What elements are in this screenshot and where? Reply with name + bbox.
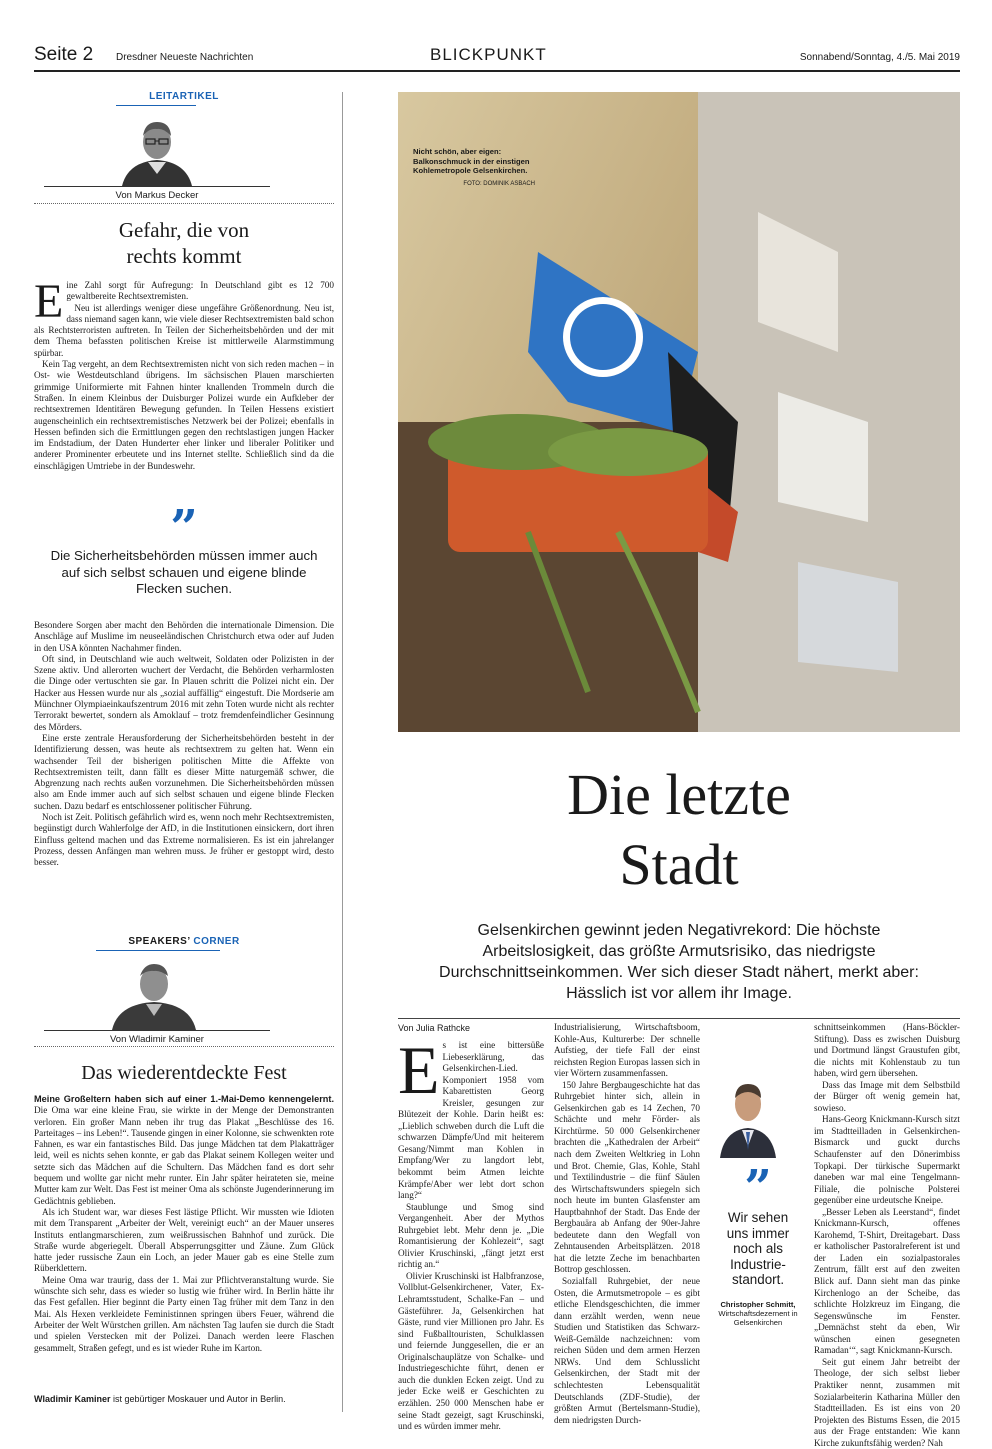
dotted-rule	[34, 1046, 334, 1047]
main-deck: Gelsenkirchen gewinnt jeden Negativrekord: Die höchste Arbeitslosigkeit, das größte Armutsrisiko, das niedrigste Durchschnittseinkommen. Wer sich dieser Stadt nähert, merkt aber: Hässlich ist vor allem ihr Image.	[439, 922, 919, 1002]
christopher-schmitt-portrait	[718, 1072, 778, 1158]
leitartikel-byline: Von Markus Decker	[44, 186, 270, 201]
leitartikel-pullquote: Die Sicherheitsbehörden müssen immer auch auf sich selbst schauen und eigene blinde Flecken suchen.	[50, 548, 318, 596]
leitartikel-body: E ine Zahl sorgt für Aufregung: In Deutschland gibt es 12 700 gewaltbereite Rechtsextremisten. Neu ist allerdings weniger diese ungefähre Größenordnung. Neu ist, dass niemand sagen kann, wie viele dieser Rechtsextremisten bald schon als Rechtsterroristen auftreten. In Teilen der Sicherheitsbehörden und der mit dem Thema befassten politischen Kreise ist mittlerweile Alarmstimmung spürbar. Kein Tag vergeht, an dem Rechtsextremisten nicht von sich reden machen – in Ost- wie Westdeutschland übrigens. Im sächsischen Plauen marschierten grimmige Uniformierte mit Fahnen hinter knallenden Trommeln durch die Straßen. In einem Kleinbus der Duisburger Polizei wurde ein Aufkleber der rechtsextremen Identitären Bewegung gefunden. In Teilen Hessens existiert augenscheinlich ein rechtsextremistisches Netzwerk bei der Polizei; ebenfalls in Hessen befinden sich die Ermittlungen gegen den rechtslastigen jungen Hacker im Endstadium, der Daten Hunderter eher linker und liberaler Politiker und anderer Prominenter erbeutete und ins Internet stellte. Schließlich sind da die einschlägigen Umtriebe in der Bundeswehr.	[34, 275, 334, 471]
dotted-rule	[34, 203, 334, 204]
kicker-underline	[96, 950, 220, 951]
section-title: BLICKPUNKT	[430, 45, 547, 64]
main-byline: Von Julia Rathcke	[398, 1023, 471, 1033]
main-column-3: schnittseinkommen (Hans-Böckler-Stiftung). Dass es zwischen Duisburg und Dortmund längst Graustufen gibt, die nichts mit Kohlenstaub zu tun haben, wird gern übersehen. Dass das Image mit dem Selbstbild der Bürger oft wenig gemein hat, sowieso. Hans-Georg Knickmann-Kursch sitzt im Stadtteilladen in Gelsenkirchen-Bismarck und guckt durchs Schaufenster auf den Dönerimbiss Topkapi. Der türkische Supermarkt daneben war mal eine Tengelmann-Filiale, die polnische Polsterei gegenüber eine urdeutsche Kneipe. „Besser Leben als Leerstand“, findet Knickmann-Kursch, offenes Karohemd, T-Shirt, Dreitagebart. Dass er katholischer Pastoralreferent ist und der Laden ein sozialpastorales Zentrum, fällt erst auf den zweiten Blick auf. Dann sieht man das pinke Kirchenlogo an der Scheibe, das schlichte Holzkreuz im Eingang, die Segenswünsche im Fenster. „Demnächst steht da eben, Wir wünschen einen gesegneten Ramadan‘“, sagt Knickmann-Kursch. Seit gut einem Jahr betreibt der Theologe, der sich selbst lieber Praktiker nennt, zusammen mit Sozialarbeiterin Katharina Müller den Stadtteilladen. Es ist eins von 20 Projekten des Bistums Essen, die 2015 aus der Frage entstanden: Wie kann Kirche zukunftsfähig werden? Nah	[814, 1022, 960, 1448]
header-rule	[34, 70, 960, 72]
speakers-byline: Von Wladimir Kaminer	[44, 1030, 270, 1045]
main-column-2: Industrialisierung, Wirtschaftsboom, Kohle-Aus, Kulturerbe: Der schnelle Aufstieg, der tiefe Fall der einst reichsten Region Europas lassen sich in vier Wörtern zusammenfassen. 150 Jahre Bergbaugeschichte hat das Ruhrgebiet hinter sich, allein in Gelsenkirchen gab es 14 Zechen, 70 Schächte und mehr Förder- als Kirchtürme. 50 000 Gelsenkirchener brachten die „Kathedralen der Arbeit“ nach dem Zweiten Weltkrieg in Lohn und Brot. Chemie, Glas, Kohle, Stahl und Textilindustrie – die fünf Säulen des Wirtschaftswunders spiegeln sich noch heute im bunten Glasfenster am Hauptbahnhof der Stadt. Das Ende der Bergbauära ab Anfang der 90er-Jahre bedeutete dann den Wegfall von Zehntausenden Arbeitsplätzen. 2018 hat die letzte Zeche im benachbarten Bottrop geschlossen. Sozialfall Ruhrgebiet, der neue Osten, die Armutsmetropole – es gibt etliche Elendsgeschichten, die immer dann erzählt werden, wenn neue Studien und Statistiken das Schwarz-Weiß-Gemälde nachzeichnen: vom reichen Süden und dem armen Herzen NRWs. Und dem Schlusslicht Gelsenkirchen, der Stadt mit der schlechtesten Lebensqualität Deutschlands (ZDF-Studie), der größten Armut (Bertelsmann-Studie), dem niedrigsten Durch-	[554, 1022, 700, 1425]
page-number: Seite 2	[34, 44, 94, 65]
photo-credit: FOTO: DOMINIK ASBACH	[463, 181, 535, 187]
speakers-corner-kicker: SPEAKERS’ CORNER	[128, 936, 240, 947]
balcony-flag-photo	[398, 92, 960, 732]
column-divider	[342, 92, 343, 1412]
main-column-1: E s ist eine bittersüße Liebeserklärung, das Gelsenkirchen-Lied. Komponiert 1958 vom Kabarettisten Georg Kreisler, gesungen zur Blütezeit der Kohle. Darin heißt es: „Lieblich schweben durch die Luft die schwarzen Dämpfe/Und mit heiterem Gesang/Nimmt man Kohlen in Empfang/Wer zu langdort lebt, bekommt beim Atmen leichte Krämpfe/Aber wer lebt dort schon lang?“ Staublunge und Smog sind Vergangenheit. Aber der Mythos Ruhrgebiet lebt. Mehr denn je. „Die Romantisierung der Kohlezeit“, sagt Olivier Kruschinski, „fängt jetzt erst richtig an.“ Olivier Kruschinski ist Halbfranzose, Vollblut-Gelsenkirchener, Vater, Ex-Lehramtsstudent, Schalke-Fan – und Gästeführer. Ja, Gelsenkirchen hat Gäste, rund vier Millionen pro Jahr. Es sind Fußballtouristen, Schulklassen und feiernde Junggesellen, die er an Originalschauplätze von Schalke- und Industriegeschichte führt, denen er auch die dunklen Ecken zeigt. Und zu jeder Ecke weiß er Geschichten zu erzählen. 250 000 Menschen habe er seine Stadt gezeigt, sagt Kruschinski, und es würden immer mehr.	[398, 1032, 544, 1432]
pullquote-attribution: Christopher Schmitt, Wirtschaftsdezernent in Gelsenkirchen	[718, 1300, 798, 1327]
main-headline: Die letzte Stadt	[567, 762, 791, 897]
speakers-headline: Das wiederentdeckte Fest	[81, 1062, 287, 1084]
speakers-body: Meine Großeltern haben sich auf einer 1.-Mai-Demo kennengelernt. Die Oma war eine kleine Frau, sie wirkte in der Menge der Demonstranten verloren. Ein großer Mann neben ihr trug das Plakat „Beschlüsse des 16. Parteitages – ins Leben!“. Tausende gingen in einer Kolonne, sie schwenkten rote Fahnen, es war ein fantastisches Bild. Das junge Mädchen tat dem Plakatträger leid, weil es nichts sehen konnte, er gab das Plakat seinem Kollegen weiter und setzte sich das Mädchen auf die Schultern. Das Mädchen fand es dort sehr bequem und wollte gar nicht mehr runter. Ein Jahr später heirateten sie, meine Mutter kam zur Welt. Das Fest ist meiner Oma als schönste Jugenderinnerung im Gedächtnis geblieben. Als ich Student war, war dieses Fest lästige Pflicht. Wir mussten wie Idioten mit dem Transparent „Arbeiter der Welt, vereinigt euch“ an der Mauer unseres Instituts entlangmarschieren, zum weißrussischen Bahnhof und zurück. Die Straße wurde abgeriegelt. Überall Absperrungsgitter und Zäune. Zum Glück hatte jeder russische Zaun ein Loch, an jeder Mauer gab es eine Stelle zum Rüberklettern. Meine Oma war traurig, dass der 1. Mai zur Pflichtveranstaltung wurde. Sie wünschte sich sehr, dass es wieder so lustig wie früher wird. In Berlin hätte ihr das Fest gefallen. Hier beginnt die Party einen Tag früher mit dem Tanz in den Mai. Als Hexen verkleidete Feministinnen springen übers Feuer, während die Arbeiter der Welt Würstchen grillen. Am nächsten Tag laufen sie durch die Stadt und spielen Verstecken mit der Polizei. Danach werden leere Flaschen gesammelt, Straßen gefegt, und es ist wieder Ruhe im Karton.	[34, 1094, 334, 1353]
markus-decker-portrait	[112, 114, 202, 186]
leitartikel-body-continued: Besondere Sorgen aber macht den Behörden die internationale Dimension. Die Anschläge auf Muslime im neuseeländischen Christchurch etwa oder auf Juden in den USA könnten Nachahmer finden. Oft sind, in Deutschland wie auch weltweit, Soldaten oder Polizisten in der Szene aktiv. Und allerorten wuchert der Verdacht, die Behörden verharmlosten die Dinge oder vertuschten sie gar. In Plauen schritt die Polizei nicht ein. Der Hacker aus Hessen wurde nur als „sozial auffällig“ eingestuft. Die Mordserie am Münchner Olympiaeinkaufszentrum 2016 mit zehn Toten wurde nicht als rechter Terrorakt bewertet, sondern als Amoklauf – trotz fremdenfeindlicher Gesinnung des Mörders. Eine erste zentrale Herausforderung der Sicherheitsbehörden besteht in der Identifizierung dessen, was heute als rechtsextrem zu gelten hat. Wenn ein wachsender Teil der bisherigen politischen Mitte die Affekte von Rechtsextremisten teilt, dann fällt es dieser Mitte naturgemäß schwer, die Abgrenzung nach rechts außen vorzunehmen. Die Sicherheitsbehörden müssen also am Ende immer auch auf sich selbst schauen und eigene blinde Flecken suchen. Dazu bedarf es entschlossener politischer Führung. Noch ist Zeit. Politisch gefährlich wird es, wenn noch mehr Rechtsextremisten, begünstigt durch Wahlerfolge der AfD, in die Institutionen einsickern, dort ihren Einfluss geltend machen und das Extreme normalisieren. Es ist ein jahrelanger Prozess, dessen Anfängen man wehren muss. Je früher er gestoppt wird, desto besser.	[34, 620, 334, 868]
photo-caption: Nicht schön, aber eigen: Balkonschmuck in der einstigen Kohlemetropole Gelsenkirchen.	[413, 147, 530, 175]
speakers-author-note: Wladimir Kaminer ist gebürtiger Moskauer und Autor in Berlin.	[34, 1394, 286, 1404]
wladimir-kaminer-portrait	[104, 960, 204, 1030]
kicker-underline	[116, 105, 196, 106]
main-pullquote: Wir sehen uns immer noch als Industrie-standort.	[726, 1210, 790, 1288]
quote-mark-icon: ”	[170, 500, 198, 556]
leitartikel-kicker: LEITARTIKEL	[149, 91, 219, 102]
main-rule	[398, 1018, 960, 1019]
quote-mark-icon: ”	[744, 1160, 772, 1216]
issue-date: Sonnabend/Sonntag, 4./5. Mai 2019	[799, 52, 960, 63]
newspaper-name: Dresdner Neueste Nachrichten	[116, 52, 254, 63]
leitartikel-headline: Gefahr, die von rechts kommt	[118, 218, 250, 268]
